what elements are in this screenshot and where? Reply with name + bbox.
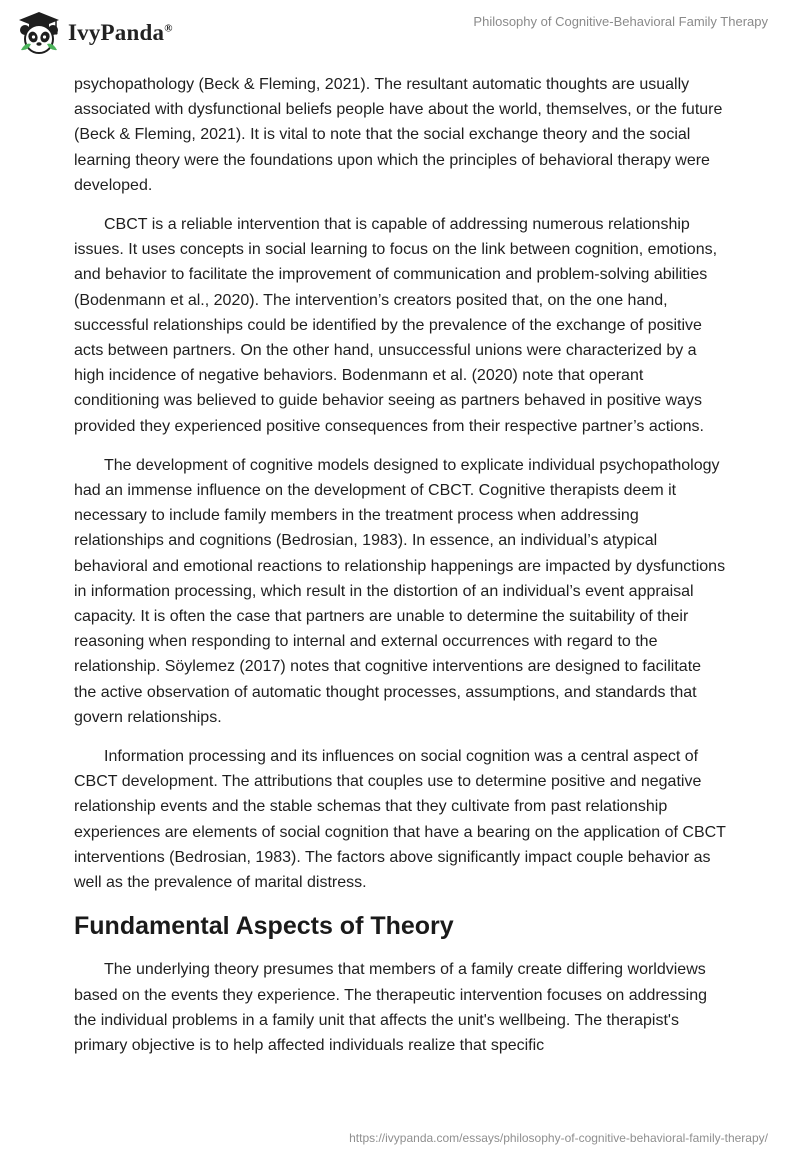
paragraph-2: CBCT is a reliable intervention that is capable of addressing numerous relationship issues. It uses concepts in social learning to focus on the link between cognition, emotions, and behavior to facilitate the improvement of communication and problem-solving abilities (Bodenmann et al., 2020). The intervention’s creators posited that, on the one hand, successful relationships could be identified by the prevalence of the exchange of positive acts between partners. On the other hand, unsuccessful unions were characterized by a high incidence of negative behaviors. Bodenmann et al. (2020) note that operant conditioning was believed to guide behavior seeing as partners behaved in positive ways provided they experienced positive consequences from their respective partner’s actions. — [74, 216, 718, 435]
paragraph-1: psychopathology (Beck & Fleming, 2021). The resultant automatic thoughts are usually associated with dysfunctional beliefs people have about the world, themselves, or the future (Beck & Fleming, 2021). It is vital to note that the social exchange theory and the social learning theory were the foundations upon which the principles of behavioral therapy were developed. — [74, 76, 723, 194]
essay-body — [74, 72, 726, 1072]
paragraph-5: The underlying theory presumes that members of a family create differing worldviews based on the events they experience. The therapeutic intervention focuses on addressing the individual problems in a family unit that affects the unit's wellbeing. The therapist's primary objective is to help affected individuals realize that specific — [74, 961, 708, 1054]
source-url[interactable]: https://ivypanda.com/essays/philosophy-of-cognitive-behavioral-family-therapy/ — [349, 1131, 768, 1145]
paragraph-4: Information processing and its influences on social cognition was a central aspect of CBCT development. The attributions that couples use to determine positive and negative relationship events and the stable schemas that they cultivate from past relationship experiences are elements of social cognition that have a bearing on the application of CBCT interventions (Bedrosian, 1983). The factors above significantly impact couple behavior as well as the prevalence of marital distress. — [74, 748, 726, 892]
paragraph-3: The development of cognitive models designed to explicate individual psychopathology had an immense influence on the development of CBCT. Cognitive therapists deem it necessary to include family members in the treatment process when addressing relationships and cognitions (Bedrosian, 1983). In essence, an individual’s atypical behavioral and emotional reactions to relationship happenings are impacted by dysfunctions in information processing, which result in the distortion of an individual’s event appraisal capacity. It is often the case that partners are unable to determine the suitability of their reasoning when responding to internal and external occurrences with regard to the relationship. Söylemez (2017) notes that cognitive interventions are designed to facilitate the active observation of automatic thought processes, assumptions, and standards that govern relationships. — [74, 456, 726, 726]
document-title: Philosophy of Cognitive-Behavioral Family Therapy — [473, 14, 768, 29]
panda-graduate-icon — [16, 10, 62, 56]
brand-name: IvyPanda® — [68, 20, 173, 45]
section-heading: Fundamental Aspects of Theory — [74, 912, 454, 941]
brand-logo[interactable] — [16, 10, 173, 56]
page-header — [0, 0, 800, 70]
